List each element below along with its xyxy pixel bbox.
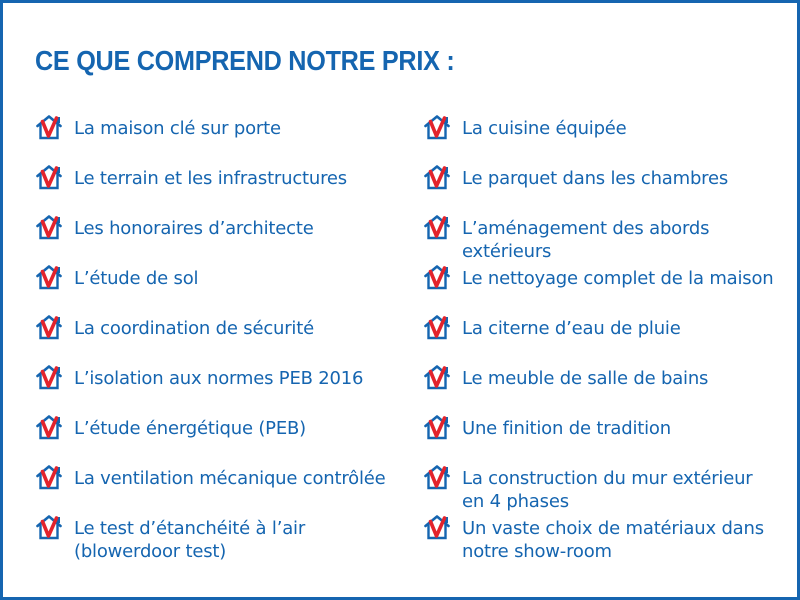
list-item (35, 211, 395, 261)
list-item (423, 161, 783, 211)
list-item-label: La construction du mur extérieur en 4 phases (462, 468, 753, 512)
list-item (35, 311, 395, 361)
list-item (423, 511, 783, 561)
page-title: CE QUE COMPREND NOTRE PRIX : (35, 45, 455, 76)
list-item (423, 211, 783, 261)
list-item (423, 361, 783, 411)
house-check-icon (35, 164, 63, 190)
list-item-label: L’étude de sol (74, 268, 199, 289)
list-item-label: Le terrain et les infrastructures (74, 168, 347, 189)
list-item-label: Le parquet dans les chambres (462, 168, 729, 189)
list-item (423, 311, 783, 361)
list-item (423, 111, 783, 161)
house-check-icon (423, 114, 451, 140)
list-item-label: L’étude énergétique (PEB) (74, 418, 306, 439)
list-item-label: La cuisine équipée (462, 118, 627, 139)
list-item (35, 461, 395, 511)
house-check-icon (423, 264, 451, 290)
list-item (423, 461, 783, 511)
house-check-icon (35, 114, 63, 140)
list-item (35, 411, 395, 461)
list-item-label: L’aménagement des abords extérieurs (462, 218, 710, 262)
house-check-icon (35, 214, 63, 240)
house-check-icon (35, 314, 63, 340)
house-check-icon (35, 464, 63, 490)
house-check-icon (423, 464, 451, 490)
list-item-label: La ventilation mécanique contrôlée (74, 468, 386, 489)
list-item-label: Le meuble de salle de bains (462, 368, 709, 389)
house-check-icon (35, 364, 63, 390)
list-item (423, 411, 783, 461)
list-item-label: L’isolation aux normes PEB 2016 (74, 368, 364, 389)
list-item (35, 161, 395, 211)
list-item-label: Un vaste choix de matériaux dans notre show-room (462, 518, 764, 562)
list-item-label: La maison clé sur porte (74, 118, 281, 139)
list-item-label: Les honoraires d’architecte (74, 218, 314, 239)
list-item (35, 511, 395, 561)
house-check-icon (423, 364, 451, 390)
list-item (35, 111, 395, 161)
house-check-icon (423, 164, 451, 190)
house-check-icon (423, 514, 451, 540)
list-item-label: La citerne d’eau de pluie (462, 318, 681, 339)
house-check-icon (423, 314, 451, 340)
house-check-icon (423, 214, 451, 240)
house-check-icon (423, 414, 451, 440)
left-column (35, 111, 395, 561)
house-check-icon (35, 514, 63, 540)
list-item-label: Une finition de tradition (462, 418, 671, 439)
list-item-label: Le nettoyage complet de la maison (462, 268, 774, 289)
list-item (35, 261, 395, 311)
list-item-label: Le test d’étanchéité à l’air (blowerdoor test) (74, 518, 306, 562)
list-item-label: La coordination de sécurité (74, 318, 314, 339)
right-column (423, 111, 783, 561)
house-check-icon (35, 414, 63, 440)
list-item (35, 361, 395, 411)
house-check-icon (35, 264, 63, 290)
list-item (423, 261, 783, 311)
